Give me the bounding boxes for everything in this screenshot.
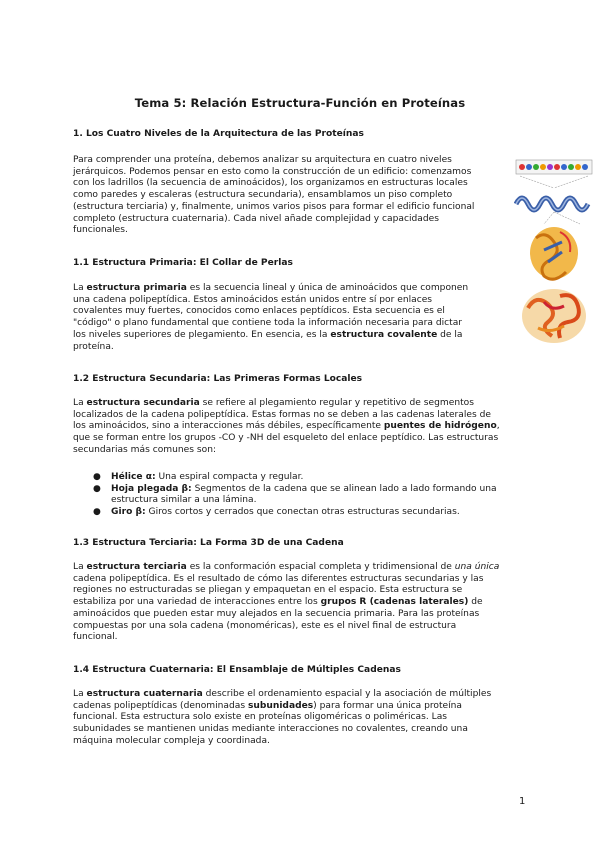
section-heading-1-4: 1.4 Estructura Cuaternaria: El Ensamblaje de Múltiples Cadenas	[73, 665, 401, 675]
section-1-paragraph: Para comprender una proteína, debemos analizar su arquitectura en cuatro niveles jerárquicos. Podemos pensar en esto como la construcción de un edificio: comenzamos con los ladrillos (la secuencia de aminoácidos), los organizamos en estructuras locales como paredes y escaleras (estructura secundaria), ensamblamos un piso completo (estructura terciaria) y, finalmente, unimos varios pisos para formar el edificio funcional completo (estructura cuaternaria). Cada nivel añade complejidad y capacidades funcionales.	[73, 155, 475, 236]
section-1-1-paragraph: La estructura primaria es la secuencia lineal y única de aminoácidos que componen una cadena polipeptídica. Estos aminoácidos están unidos entre sí por enlaces covalentes muy fuertes, conocidos como enlaces peptídicos. Esta secuencia es el "código" o plano fundamental que contiene toda la información necesaria para dictar los niveles superiores de plegamiento. En esencia, es la estructura covalente de la proteína.	[73, 283, 469, 352]
section-1-3-paragraph: La estructura terciaria es la conformación espacial completa y tridimensional de una única cadena polipeptídica. Es el resultado de cómo las diferentes estructuras secundarias y las regiones no estructuradas se pliegan y empaquetan en el espacio. Esta estructura se estabiliza por una variedad de interacciones entre los grupos R (cadenas laterales) de aminoácidos que pueden estar muy alejados en la secuencia primaria. Para las proteínas compuestas por una sola cadena (monoméricas), este es el nivel final de estructura funcional.	[73, 562, 500, 643]
alpha-helix-icon	[516, 198, 588, 224]
list-item: ● Hoja plegada β: Segmentos de la cadena que se alinean lado a lado formando una estructura similar a una lámina.	[93, 483, 497, 506]
list-item: ● Hélice α: Una espiral compacta y regular.	[93, 472, 304, 482]
section-heading-1-1: 1.1 Estructura Primaria: El Collar de Perlas	[73, 258, 293, 268]
section-1-4-paragraph: La estructura cuaternaria describe el ordenamiento espacial y la asociación de múltiples cadenas polipeptídicas (denominadas subunidades) para formar una única proteína funcional. Esta estructura solo existe en proteínas oligoméricas o poliméricas. Las subunidades se mantienen unidas mediante interacciones no covalentes, creando una máquina molecular compleja y coordinada.	[73, 689, 492, 746]
quaternary-structure-icon	[522, 289, 586, 343]
secondary-structure-list	[93, 472, 497, 519]
list-item: ● Giro β: Giros cortos y cerrados que conectan otras estructuras secundarias.	[93, 507, 460, 518]
section-heading-1-2: 1.2 Estructura Secundaria: Las Primeras Formas Locales	[73, 374, 363, 384]
page-number: 1	[519, 796, 526, 807]
section-heading-1-3: 1.3 Estructura Terciaria: La Forma 3D de una Cadena	[73, 538, 344, 548]
page-title: Tema 5: Relación Estructura-Función en Proteínas	[134, 96, 466, 110]
section-heading-1: 1. Los Cuatro Niveles de la Arquitectura de las Proteínas	[73, 129, 364, 139]
section-1-2-paragraph: La estructura secundaria se refiere al plegamiento regular y repetitivo de segmentos localizados de la cadena polipeptídica. Estas formas no se deben a las cadenas laterales de los aminoácidos, sino a interacciones más débiles, específicamente puentes de hidrógeno, que se forman entre los grupos -CO y -NH del esqueleto del enlace peptídico. Las estructuras secundarias más comunes son:	[73, 398, 500, 455]
primary-structure-icon	[516, 160, 592, 188]
tertiary-structure-icon	[530, 227, 578, 279]
protein-levels-figure	[514, 158, 594, 348]
